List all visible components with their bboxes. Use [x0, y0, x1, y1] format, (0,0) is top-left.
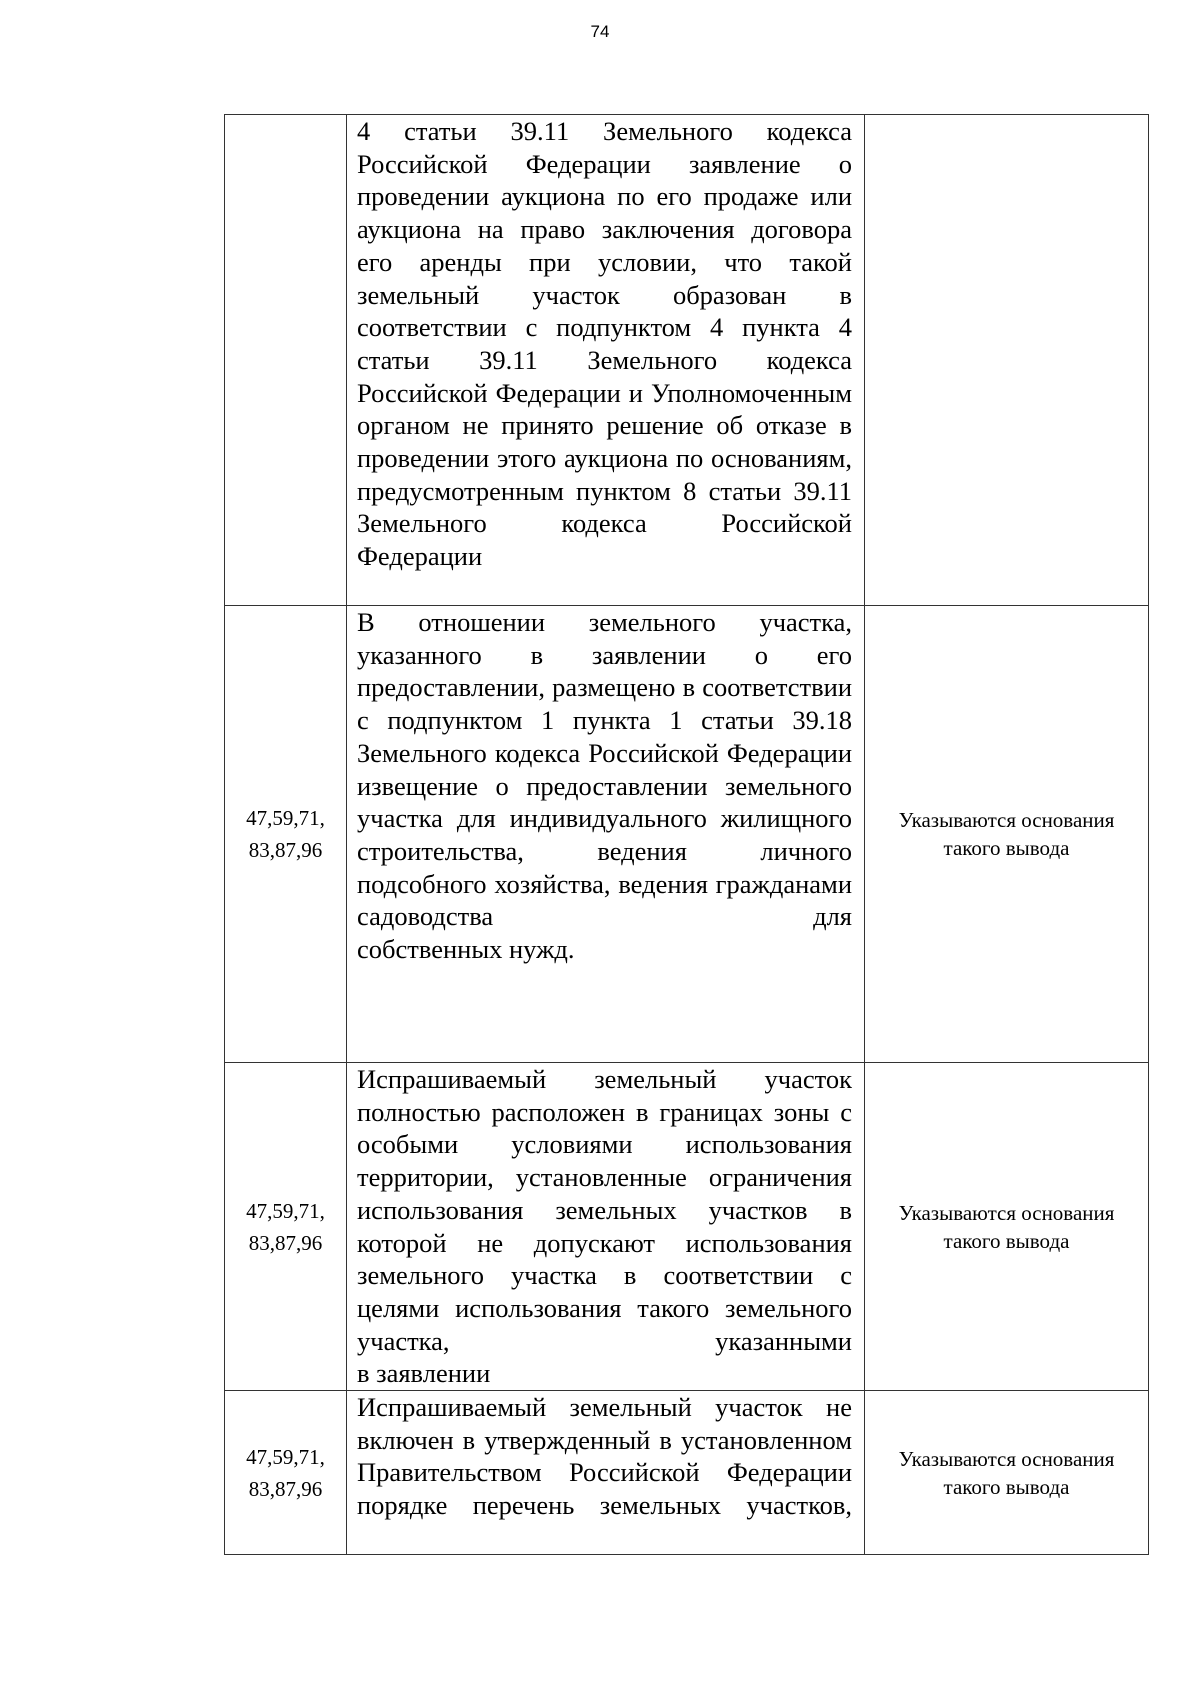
reason-text-last-line: Федерации — [357, 541, 483, 572]
note-line-1: Указываются основания — [898, 1446, 1115, 1471]
reason-text-last-line: собственных нужд. — [357, 934, 575, 965]
codes-line-2: 83,87,96 — [248, 1476, 323, 1501]
reason-text: Испрашиваемый земельный участок не включен в утвержденный в установленном Правительством Российской Федерации порядке перечень земельных участков, — [357, 1392, 852, 1521]
note-cell — [865, 1063, 1149, 1391]
note-line-1: Указываются основания — [898, 808, 1115, 832]
table-row — [225, 1391, 1149, 1555]
codes-cell — [225, 115, 347, 606]
note-cell — [865, 606, 1149, 1063]
page-number: 74 — [590, 22, 610, 41]
note-line-1: Указываются основания — [898, 1200, 1115, 1225]
table-row — [225, 115, 1149, 606]
codes-line-1: 47,59,71, — [246, 1198, 325, 1223]
codes-line-1: 47,59,71, — [246, 806, 325, 830]
reason-text: Испрашиваемый земельный участок полностью расположен в границах зоны с особыми условиями использования территории, установленные ограничения использования земельных участков в которой не допускают использования земельного участка в соответствии с целями использования такого земельного участка, указанными — [357, 1064, 852, 1356]
codes-cell — [225, 1063, 347, 1391]
codes-cell — [225, 606, 347, 1063]
note-line-2: такого вывода — [943, 1474, 1070, 1499]
note-cell — [865, 1391, 1149, 1555]
note-line-2: такого вывода — [943, 836, 1070, 860]
grounds-table — [224, 114, 1149, 1555]
reason-cell — [347, 1391, 865, 1555]
reason-text: 4 статьи 39.11 Земельного кодекса Российской Федерации заявление о проведении аукциона по его продаже или аукциона на право заключения договора его аренды при условии, что такой земельный участок образован в соответствии с подпунктом 4 пункта 4 статьи 39.11 Земельного кодекса Российской Федерации и Уполномоченным органом не принято решение об отказе в проведении этого аукциона по основаниям, предусмотренным пунктом 8 статьи 39.11 Земельного кодекса Российской — [357, 116, 852, 539]
codes-line-2: 83,87,96 — [248, 838, 323, 862]
codes-line-2: 83,87,96 — [248, 1230, 323, 1255]
codes-line-1: 47,59,71, — [246, 1444, 325, 1469]
note-cell — [865, 115, 1149, 606]
table-row — [225, 606, 1149, 1063]
reason-cell — [347, 1063, 865, 1391]
codes-cell — [225, 1391, 347, 1555]
table-row — [225, 1063, 1149, 1391]
reason-cell — [347, 606, 865, 1063]
note-line-2: такого вывода — [943, 1228, 1070, 1253]
reason-text-last-line: в заявлении — [357, 1358, 491, 1389]
reason-cell — [347, 115, 865, 606]
reason-text: В отношении земельного участка, указанного в заявлении о его предоставлении, размещено в соответствии с подпунктом 1 пункта 1 статьи 39.18 Земельного кодекса Российской Федерации извещение о предоставлении земельного участка для индивидуального жилищного строительства, ведения личного подсобного хозяйства, ведения гражданами садоводства для — [357, 607, 852, 932]
